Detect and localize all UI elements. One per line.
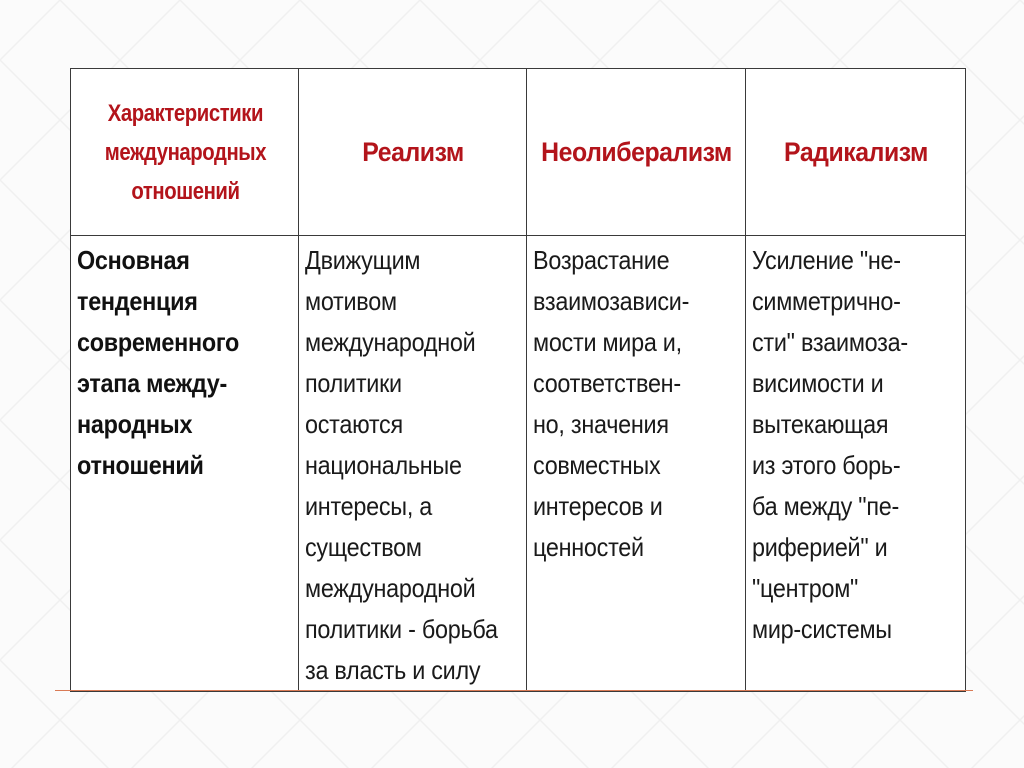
- row-label-main-trend: Основная тенденция современного этапа между- народных отношений: [71, 236, 299, 692]
- table-row: [71, 236, 966, 692]
- cell-realism: Движущим мотивом международной политики остаются национальные интересы, а существом международной политики - борьба за власть и силу: [299, 236, 527, 692]
- bottom-divider-line: [55, 690, 973, 691]
- table-header-row: [71, 69, 966, 236]
- header-neoliberalism: Неолиберализм: [535, 69, 736, 236]
- comparison-table: [70, 68, 966, 692]
- cell-neoliberalism: Возрастание взаимозависи- мости мира и, соответствен- но, значения совместных интересов и ценностей: [527, 236, 746, 692]
- header-realism: Реализм: [308, 69, 518, 236]
- header-radicalism: Радикализм: [754, 69, 956, 236]
- header-characteristics: Характеристики международных отношений: [80, 69, 290, 236]
- cell-radicalism: Усиление "не- симметрично- сти" взаимоза- висимости и вытекающая из этого борь- ба между "пе- риферией" и "центром" мир-системы: [746, 236, 966, 692]
